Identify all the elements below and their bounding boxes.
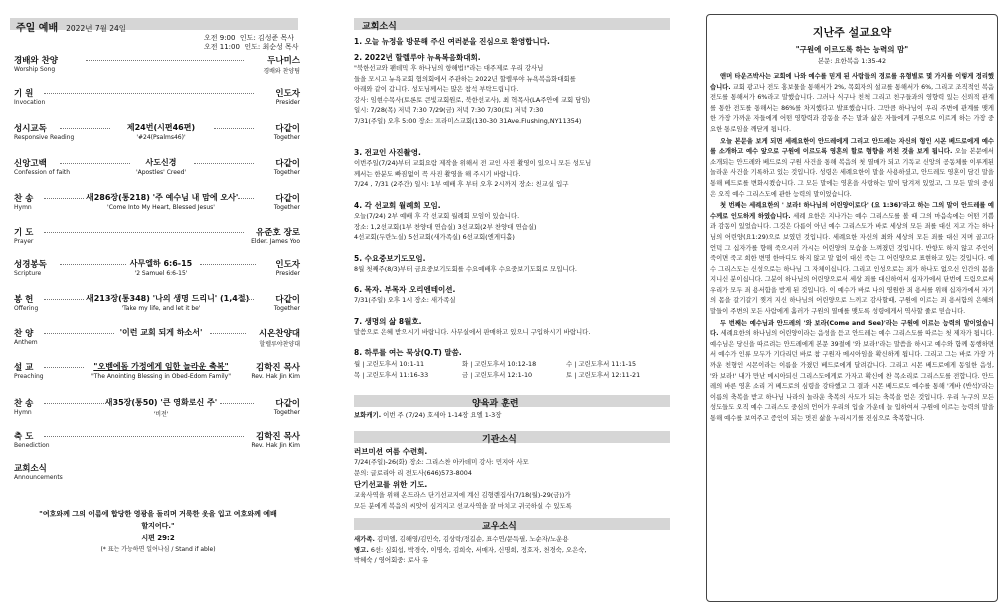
members-label: 새가족. — [354, 535, 375, 543]
worship-item-english: Confession of faith — [14, 169, 71, 176]
worship-item-name: 교회소식 — [14, 464, 47, 474]
announcement-line: 8월 첫째주(8/3)부터 금요중보기도회를 수요예배후 수요중보기도회로 모입니다. — [354, 265, 577, 273]
worship-item — [14, 397, 300, 421]
sermon-title-in-order: "오벧에돔 가정에게 임한 놀라운 축복" — [93, 362, 229, 371]
sermon-lead: 두 번째는 예수님과 안드레의 '와 보라(Come and See)'라는 구원에 이르는 능력의 말이었습니다. — [710, 319, 994, 338]
worship-item — [14, 157, 300, 181]
worship-item-english: Invocation — [14, 99, 46, 106]
sermon-summary-column — [700, 0, 1005, 612]
worship-item-name: 설 교 — [14, 363, 34, 373]
worship-item — [14, 462, 300, 486]
worship-item-detail: 사도신경 — [145, 158, 177, 167]
dotted-leader — [44, 232, 244, 233]
officer-line — [204, 42, 299, 52]
dotted-leader — [240, 299, 254, 300]
qt-row — [354, 359, 670, 370]
members-text: 박혜숙 / 영어회중: 로사 유 — [354, 556, 429, 564]
sermon-summary-body — [710, 72, 994, 426]
worship-item-person: 시온찬양대 — [258, 329, 300, 339]
org-line: 문의: 글로리아 리 전도사(646)573-8004 — [354, 468, 472, 477]
memory-verse-text: "여호와께 그의 이름에 합당한 영광을 돌리며 거룩한 옷을 입고 여호와께 예배할지어다." — [39, 510, 277, 530]
reading-title-bar — [354, 395, 670, 407]
qt-cell: 화 | 고린도후서 10:12-18 — [462, 360, 537, 368]
worship-item-detail-english: '#24(Psalms46)' — [136, 134, 186, 141]
worship-title — [16, 19, 126, 34]
worship-item-person: 다같이 — [275, 124, 300, 134]
worship-item — [14, 361, 300, 385]
members-text: 6선: 심회섭, 박경숙, 이명숙, 김희숙, 서매자, 신명희, 정호자, 천경숙, 오은숙, — [368, 545, 587, 554]
worship-item-role: Together — [273, 169, 300, 176]
worship-item-english: Announcements — [14, 474, 63, 481]
org-title-bar — [354, 431, 670, 443]
announcements-column — [352, 0, 672, 612]
org-heading: 러브미션 여름 수련회. — [354, 447, 428, 456]
worship-item-english: Offering — [14, 305, 39, 312]
worship-item-detail: 새286장(통218) '주 예수님 내 맘에 오사' — [86, 193, 239, 202]
worship-item-english: Responsive Reading — [14, 134, 75, 141]
news-title: 교회소식 — [362, 22, 397, 32]
worship-item-english: Preaching — [14, 373, 44, 380]
worship-item-role: Elder. James Yoo — [251, 238, 300, 245]
members-title: 교우소식 — [482, 522, 517, 532]
worship-item-english: Worship Song — [14, 66, 56, 73]
worship-item-detail-english: '2 Samuel 6:6-15' — [134, 270, 188, 277]
sermon-text: 오늘 본문에서 소개되는 안드레와 베드로의 구원 사건을 통해 복음의 첫 열매가 되고 기독교 신앙의 공동체를 이루게된 놀라운 사건을 기록하고 있는 것입니다. 성령은 세례요한이 말을 사용하셨고, 안드레도 영혼이 담긴 말을 통해 베드로를 변화시켰습니다. 그 모든 말에는 영혼을 사랑하는 말이 담겨져 있었고, 그 모든 말의 중심은 오직 예수 그리스도에 관한 능력의 말이었습니다. — [710, 148, 994, 198]
worship-item-name: 찬 양 — [14, 329, 34, 339]
qt-cell: 월 | 고린도후서 10:1-11 — [354, 360, 425, 368]
worship-item — [14, 54, 300, 78]
sermon-lead: 첫 번째는 세례요한의 ' 보라! 하나님의 어린양이로다' (요 1:36)'라고 하는 그의 말이 안드레를 예수께로 인도하게 하였습니다. — [710, 202, 994, 220]
dotted-leader — [194, 163, 254, 164]
dotted-leader — [200, 264, 256, 265]
announcement-line: 7/31(주일) 오후 5:00 장소: 프라미스교회(130-30 31Ave.Flushing,NY11354) — [354, 116, 582, 125]
worship-item-detail-english: '비전' — [153, 411, 169, 418]
worship-item-detail: 새213장(통348) '나의 생명 드리니' (1,4절) — [86, 294, 250, 303]
dotted-leader — [210, 333, 246, 334]
worship-item-name: 기 도 — [14, 228, 34, 238]
members-list — [354, 534, 670, 566]
qt-row — [354, 370, 670, 381]
dotted-leader — [44, 436, 244, 437]
announcement-item — [354, 36, 670, 47]
worship-item-english: Scripture — [14, 270, 42, 277]
reading-item — [354, 410, 670, 421]
worship-item-role: Together — [273, 305, 300, 312]
qt-cell: 금 | 고린도후서 12:1-10 — [462, 370, 533, 379]
worship-item-detail-english: "The Anointing Blessing in Obed-Edom Family" — [91, 373, 231, 380]
qt-reading-grid — [354, 359, 670, 380]
worship-item-detail: 사무엘하 6:6-15 — [129, 259, 193, 268]
announcement-line: 7/24 , 7/31 (2주간) 일시: 1부 예배 후 부터 오후 2시까지 장소: 친교실 입구 — [354, 180, 569, 188]
announcement-heading: 4. 각 선교회 월례회 모임. — [354, 201, 441, 210]
announcement-item — [354, 284, 670, 306]
announcement-item — [354, 147, 670, 190]
sermon-scripture-ref: 본문: 요한복음 1:35-42 — [817, 57, 887, 65]
worship-item-person: 김학진 목사 — [255, 432, 300, 442]
announcement-item — [354, 316, 670, 338]
sermon-text: 세례 요한은 지나가는 예수 그리스도를 볼 때 그의 마음속에는 어떤 기쁨과 감동이 있었습니다. 그것은 다름이 아닌 예수 그리스도가 바로 세상의 모든 죄를 대신 지고 가는 하나님의 어린양(요1:29)으로 보였던 것입니다. 세례요한 자신의 최와 세상의 모든 죄를 대신 지며 골고다 언덕 그 십자가를 향해 죽으시러 가시는 어린양의 모습을 느껴졌던 것입니다. 반항도 하지 않고 주인이 죽이면 죽고 희한 변명 한마디도 하지 않고 말 없이 대신 죽는 그 어린양으로 표현하고 있는 것입니다. 예수 그리스도는 신성으로는 하나님 그 자체이십니다. 그리고 인성으로는 죄가 하나도 없으신 인간의 몸을 지니신 분이십니다. 그분이 하나님의 어린양으로서 세상 죄를 대신하여서 십자가에서 단번에 드림으로써 우리가 모두 죄 용서함을 받게 된 것입니다. 이 예수가 바로 나의 영원한 죄 용서를 위해 십자가에서 자기의 몸을 갈기갈기 찢겨 지신 하나님의 어린양으로 느끼고 감사할때, 구원에 이르는 죄 용서함의 은혜의 말들이 주변의 모든 사람에게 흘러가 구원의 열매를 맺도록 성령에게서 역사할 줄로 믿습니다. — [710, 212, 994, 316]
members-title-bar — [354, 518, 670, 530]
worship-item-english: Benediction — [14, 442, 50, 449]
dotted-leader — [220, 403, 254, 404]
worship-item-name: 성경봉독 — [14, 260, 47, 270]
announcement-line: 강사: 임현수목사(토론토 큰빛교회원로, 북한선교사), 최 혁목사(LA주안에 교회 담임) — [354, 95, 591, 104]
worship-item-name: 신앙고백 — [14, 159, 47, 169]
org-line: 모든 분에게 복음의 씨앗이 심겨지고 선교사역을 잘 마치고 귀국하실 수 있도록 — [354, 501, 572, 510]
sermon-paragraph — [710, 72, 994, 136]
worship-title-text: 주일 예배 — [16, 23, 59, 34]
worship-item — [14, 192, 300, 216]
worship-item-name: 찬 송 — [14, 399, 34, 409]
reading-title: 양육과 훈련 — [472, 399, 519, 409]
worship-item-person: 다같이 — [275, 159, 300, 169]
dotted-leader — [44, 93, 254, 94]
reading-text: 이번 주 (7/24) 호세아 1-14장 요엘 1-3장 — [383, 411, 502, 419]
worship-item-person: 인도자 — [275, 89, 300, 99]
dotted-leader — [44, 198, 84, 199]
worship-item-role: Together — [273, 134, 300, 141]
worship-item-role: Rev. Hak Jin Kim — [251, 442, 300, 449]
worship-item-person: 다같이 — [275, 295, 300, 305]
announcement-line: 말씀으로 은혜 받으시기 바랍니다. 사무실에서 판매하고 있으니 구입하시기 바랍니다. — [354, 328, 591, 336]
announcement-heading: 8. 하루를 여는 묵상(Q.T) 말씀. — [354, 348, 462, 357]
announcement-line: 장소: 1,2선교회(1부 찬양대 연습실) 3선교회(2부 찬양대 연습실) — [354, 222, 537, 231]
announcement-item — [354, 200, 670, 243]
worship-item-name: 봉 헌 — [14, 295, 34, 305]
worship-item-detail: 제24번(시편46편) — [126, 123, 196, 132]
announcement-heading: 5. 수요중보기도모임. — [354, 254, 426, 263]
sermon-lead: 오늘 본문을 보게 되면 세례요한이 안드레에게 그리고 안드레는 자신의 형인 시몬 베드로에게 예수를 소개하고 예수 앞으로 구원에 이르도록 영혼의 할로 형향을 끼친 것을 보게 됩니다. — [710, 137, 994, 156]
sermon-text: 세례요한의 하나님의 어린양이라는 음성을 듣고 안드레는 예수 그리스도를 따르는 첫 제자가 됩니다. 예수님은 당신을 따르려는 안드레에게 본문 39절에 '와 보라!'라는 말씀을 하시고 예수와 함께 동행하면서 예수가 인류 모두가 기다리던 바로 참 구원자 메시아임을 확신하게 됩니다. 그리고 그는 바로 가장 가까운 친형인 시몬이라는 이름을 가졌던 베드로에게 달려갑니다. 그리고 시몬 베드로에게 동일한 음성, '와 보라!' 내가 만난 메시아되신 그리스도에게로 가자고 확신에 찬 목소리로 그리스도를 전합니다. 안드레의 바른 영혼 소리 거 베드로의 심령을 강타했고 그 결과 시몬 베드로도 예수를 통해 '게바 (반석)'라는 이름의 축복을 받고 하나님 나라의 놀라운 축복의 사도가 되는 축복을 얻은 것입니다. 우리 누구의 모든 성도들도 오직 예수 그리스도 중심의 언어가 우리의 입술 가운데 늘 입하여서 구원에 이르는 능력의 말을 통해 예수를 보여주고 증인이 되는 멋진 삶을 누리시기를 진심으로 축복합니다. — [710, 330, 994, 422]
announcement-line: 이번주일(7/24)부터 교회요람 제작을 위해서 전 교인 사진 촬영이 있으니 모든 성도님 — [354, 159, 592, 167]
worship-item — [14, 293, 300, 317]
qt-cell: 목 | 고린도후서 11:16-33 — [354, 370, 429, 379]
announcement-heading: 6. 목자. 부목자 오리엔테이션. — [354, 285, 456, 294]
worship-order-column — [4, 0, 304, 612]
sermon-paragraph — [710, 201, 994, 318]
worship-item — [14, 122, 300, 146]
news-title-bar — [354, 18, 670, 30]
worship-item — [14, 258, 300, 282]
memory-verse — [38, 508, 278, 544]
worship-item-role: Together — [273, 204, 300, 211]
org-item — [354, 446, 670, 478]
worship-item-person: 두나미스 — [267, 56, 300, 66]
worship-item-english: Hymn — [14, 204, 32, 211]
worship-item-name: 찬 송 — [14, 194, 34, 204]
stand-note: (* 표는 가능하면 일어나심 / Stand if able) — [100, 546, 216, 553]
worship-item — [14, 327, 300, 351]
worship-item-person: 다같이 — [275, 399, 300, 409]
announcement-line: 7/31(주일) 오후 1시 장소: 새가족실 — [354, 296, 456, 304]
qt-cell: 토 | 고린도후서 12:11-21 — [566, 370, 641, 379]
worship-item-person: 인도자 — [275, 260, 300, 270]
announcement-item — [354, 347, 670, 358]
worship-item-english: Anthem — [14, 339, 38, 346]
worship-item-name: 경배와 찬양 — [14, 56, 59, 66]
announcement-line: 께서는 한분도 빠짐없이 꼭 사진 촬영을 해 주시기 바랍니다. — [354, 169, 521, 178]
memory-verse-reference: 시편 29:2 — [141, 534, 175, 542]
dotted-leader — [214, 128, 254, 129]
worship-item-role: 경배와 찬양팀 — [263, 68, 300, 75]
worship-item — [14, 87, 300, 111]
sermon-lead: 앤머 타운즈박사는 교회에 나와 예수를 믿게 된 사람들의 경로를 유형별로 몇 가지를 이렇게 정리했습니다. — [710, 73, 994, 91]
sermon-paragraph — [710, 137, 994, 201]
announcement-line: 일시: 7/28(목) 저녁 7:30 7/29(금) 저녁 7:30 7/30(토) 저녁 7:30 — [354, 106, 544, 114]
officer-name: 인도: 최순성 목사 — [244, 43, 299, 51]
announcement-line: 4선교회(두란노실) 5선교회(새가족실) 6선교회(엔게디홀) — [354, 233, 515, 241]
worship-item-detail: 새35장(통50) '큰 영화로신 주' — [104, 398, 218, 407]
worship-item-detail: '이런 교회 되게 하소서' — [119, 328, 203, 337]
announcement-line: 들을 모시고 뉴욕교회 협의회에서 주관하는 2022년 할렐루야 뉴욕복음화대회를 — [354, 74, 576, 83]
worship-date: 2022년 7월 24일 — [66, 24, 127, 33]
reading-label: 보화캐기. — [354, 411, 382, 419]
worship-item-person: 다같이 — [275, 194, 300, 204]
worship-item — [14, 226, 300, 250]
worship-item-person: 김학진 목사 — [255, 363, 300, 373]
sermon-text: 교회 광고나 전도 홍보물을 통해서가 2%, 목회자의 설교를 통해서가 6%, 그리고 조직적인 복음 전도를 통해서가 6%라고 말했습니다. 그러나 식구나 친척 그리고 친구들과의 영향력 있는 신뢰적 관계를 통한 전도를 통해서는 86%를 차지했다고 발표했습니다. 그만큼 하나님이 우리 주변에 관계를 맺게 한 가장 가까운 자들에게 어떤 영향력과 감동을 주는 말과 삶은 자들에게 구원으로 이르게 하는 가장 중요한 통로임을 깨닫게 됩니다. — [710, 83, 994, 133]
officer-name: 인도: 김성준 목사 — [239, 34, 295, 42]
worship-item-role: Presider — [275, 99, 300, 106]
worship-item-detail-english: 'Apostles' Creed' — [135, 169, 187, 176]
members-label: 병고. — [354, 545, 369, 554]
sermon-paragraph — [710, 319, 994, 425]
worship-item-name: 기 원 — [14, 89, 34, 99]
worship-item-english: Hymn — [14, 409, 32, 416]
announcement-heading: 3. 전교인 사진촬영. — [354, 148, 421, 157]
org-title: 기관소식 — [482, 435, 517, 445]
worship-item — [14, 430, 300, 454]
worship-item-name: 축 도 — [14, 432, 34, 442]
announcement-item — [354, 52, 670, 126]
org-item — [354, 479, 670, 511]
worship-item-detail-english: 'Take my life, and let it be' — [121, 305, 201, 312]
worship-item-person: 유준호 장로 — [255, 228, 300, 238]
sermon-summary-header: 지난주 설교요약 — [812, 26, 892, 39]
dotted-leader — [44, 367, 84, 368]
announcement-heading: 2. 2022년 할렐루야 뉴욕복음화대회. — [354, 53, 481, 62]
announcement-heading: 7. 생명의 삶 8월호. — [354, 317, 422, 326]
worship-item-role: Rev. Hak Jin Kim — [251, 373, 300, 380]
org-line: 7/24(주일)-26(화) 장소: 그리스찬 아카데미 강사: 민지아 사모 — [354, 458, 529, 466]
worship-item-name: 성시교독 — [14, 124, 47, 134]
worship-item-role: Presider — [275, 270, 300, 277]
org-line: 교육사역을 위해 온드라스 단기선교지에 계신 김형렌집사(7/18(월)-29(금))가 — [354, 491, 571, 499]
worship-item-detail-english: 'Come Into My Heart, Blessed Jesus' — [107, 204, 215, 211]
announcement-item — [354, 253, 670, 275]
worship-item-role: Together — [273, 409, 300, 416]
announcement-heading: 1. 오늘 뉴정을 방문해 주신 여러분을 진심으로 환영합니다. — [354, 37, 550, 46]
announcement-line: 오늘(7/24) 2부 예배 후 각 선교회 월례회 모임이 있습니다. — [354, 212, 520, 220]
dotted-leader — [44, 299, 84, 300]
officer-time: 오전 11:00 — [204, 43, 240, 51]
sermon-summary-title: "구원에 이르도록 하는 능력의 맘" — [795, 45, 909, 54]
announcement-line: 아래와 같이 갑니다. 성도님께서는 많은 참석 부탁드립니다. — [354, 85, 519, 93]
dotted-leader — [238, 198, 254, 199]
members-text: 김미엘, 김해영/김민숙, 김상락/정길순, 표수연/문득필, 노순자/노운용 — [374, 535, 569, 543]
worship-item-english: Prayer — [14, 238, 34, 245]
org-heading: 단기선교를 위한 기도. — [354, 480, 428, 489]
worship-item-role: 할렐루야찬양대 — [259, 341, 300, 348]
dotted-leader — [86, 60, 244, 61]
qt-cell: 수 | 고린도후서 11:1-15 — [566, 360, 637, 368]
announcement-line: "북한선교와 팬데믹 후 하나님의 항해법!"라는 대주제로 우리 강사님 — [354, 64, 544, 72]
officer-time: 오전 9:00 — [204, 34, 236, 42]
